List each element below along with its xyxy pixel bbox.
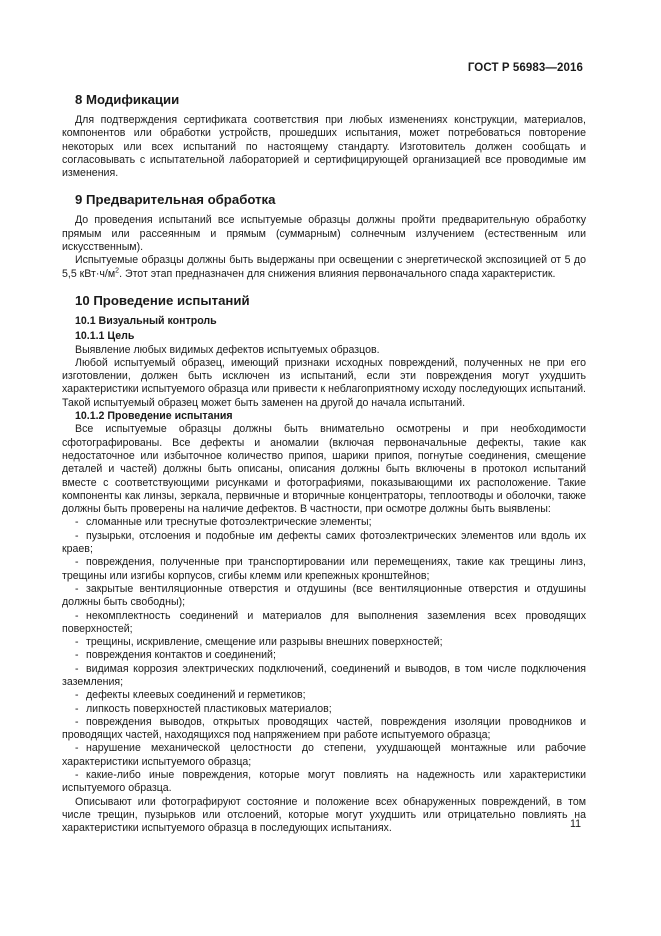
- list-item: - дефекты клеевых соединений и герметиков;: [75, 689, 306, 702]
- list-bullet: -: [75, 702, 79, 715]
- list-bullet: -: [75, 715, 79, 728]
- list-bullet: -: [75, 529, 79, 542]
- list-item: - сломанные или треснутые фотоэлектрические элементы;: [75, 516, 372, 529]
- defect-list: [62, 516, 586, 795]
- list-item: - пузырьки, отслоения и подобные им дефекты самих фотоэлектрических элементов или вдоль их краев;: [62, 529, 586, 556]
- list-bullet: -: [75, 556, 79, 569]
- exposure-text: Испытуемые образцы должны быть выдержаны при освещении с энергетической экспозицией от 5 до 5,5 кВт·ч/м: [62, 254, 586, 280]
- list-bullet: -: [75, 689, 79, 702]
- list-item: - нарушение механической целостности до степени, ухудшающей монтажные или рабочие характеристики испытуемого образца;: [62, 742, 586, 768]
- section-9-paragraph-2: [62, 254, 586, 281]
- section-9-paragraph-1: До проведения испытаний все испытуемые образцы должны пройти предварительную обработку прямым или рассеянным и прямым (суммарным) солнечным излучением (естественным или искусственным).: [62, 214, 586, 254]
- list-item: - повреждения выводов, открытых проводящих частей, повреждения изоляции проводников и проводящих частей, находящихся под напряжением при работе испытуемого образца;: [62, 715, 586, 742]
- exclusion-paragraph: Любой испытуемый образец, имеющий признаки исходных повреждений, полученных не при его изготовлении, должен быть исключен из испытаний, если эти повреждения могут ухудшить характеристики испытуемого образца или привести к неблагоприятному исходу последующих испытаний. Такой испытуемый образец может быть заменен на другой до начала испытаний.: [62, 356, 586, 409]
- list-item: - видимая коррозия электрических подключений, соединений и выводов, в том числе подключения заземления;: [62, 662, 586, 688]
- list-item: - повреждения, полученные при транспортировании или перемещениях, такие как трещины линз, трещины или изгибы корпусов, сгибы клемм или крепежных кронштейнов;: [62, 556, 586, 582]
- section-9-title: 9 Предварительная обработка: [75, 192, 276, 208]
- list-item: - некомплектность соединений и материалов для выполнения заземления всех проводящих поверхностей;: [62, 609, 586, 635]
- goal-paragraph: Выявление любых видимых дефектов испытуемых образцов.: [75, 343, 380, 356]
- page-content: [62, 92, 586, 836]
- exposure-text-end: . Этот этап предназначен для снижения влияния первоначального спада характеристик.: [119, 267, 556, 280]
- section-8-title: 8 Модификации: [75, 92, 180, 107]
- list-bullet: -: [75, 636, 79, 649]
- exposure-unit-exponent: 2: [115, 267, 120, 275]
- subsection-10-1-title: 10.1 Визуальный контроль: [75, 314, 217, 327]
- list-item: - трещины, искривление, смещение или разрывы внешних поверхностей;: [75, 636, 443, 649]
- list-item: - липкость поверхностей пластиковых материалов;: [75, 702, 332, 715]
- subsection-10-1-1-title: 10.1.1 Цель: [75, 330, 135, 343]
- final-paragraph: Описывают или фотографируют состояние и положение всех обнаруженных повреждений, в том числе трещин, пузырьков или отслоений, которые могут ухудшить или отрицательно повлиять на характеристики испытуемого образца в последующих испытаниях.: [62, 795, 586, 835]
- standard-designation: ГОСТ Р 56983—2016: [467, 62, 583, 74]
- list-bullet: -: [75, 582, 79, 595]
- list-bullet: -: [75, 662, 79, 675]
- list-bullet: -: [75, 516, 79, 529]
- inspection-paragraph: Все испытуемые образцы должны быть внимательно осмотрены и при необходимости сфотографированы. Все дефекты и аномалии (включая первоначальные дефекты, такие как недостаточное или избыточное количество припоя, шарики припоя, погнутые соединения, смещение деталей и частей) должны быть описаны, описания должны быть включены в протокол испытаний вместе с соответствующими рисунками и фотографиями, показывающими их расположение. Такие компоненты как линзы, зеркала, первичные и вторичные концентраторы, теплоотводы и оболочки, также должны быть проверены на наличие дефектов. В частности, при осмотре должны быть выявлены:: [62, 423, 586, 516]
- subsection-10-1-2-title: 10.1.2 Проведение испытания: [75, 410, 233, 423]
- list-bullet: -: [75, 609, 79, 622]
- list-bullet: -: [75, 769, 79, 782]
- section-10-title: 10 Проведение испытаний: [75, 292, 250, 308]
- list-item: - какие-либо иные повреждения, которые могут повлиять на надежность или характеристики испытуемого образца.: [62, 769, 586, 795]
- list-bullet: -: [75, 742, 79, 755]
- list-item: - повреждения контактов и соединений;: [75, 649, 276, 662]
- section-8-paragraph: Для подтверждения сертификата соответствия при любых изменениях конструкции, материалов, компонентов или обработки устройств, прошедших испытания, может потребоваться повторение некоторых или всех испытаний по настоящему стандарту. Изготовитель должен сообщать и согласовывать с испытательной лабораторией и сертифицирующей организацией все проводимые им изменения.: [62, 114, 586, 180]
- list-bullet: -: [75, 649, 79, 662]
- page-number: 11: [570, 818, 581, 830]
- list-item: - закрытые вентиляционные отверстия и отдушины (все вентиляционные отверстия и отдушины должны быть свободны);: [62, 582, 586, 609]
